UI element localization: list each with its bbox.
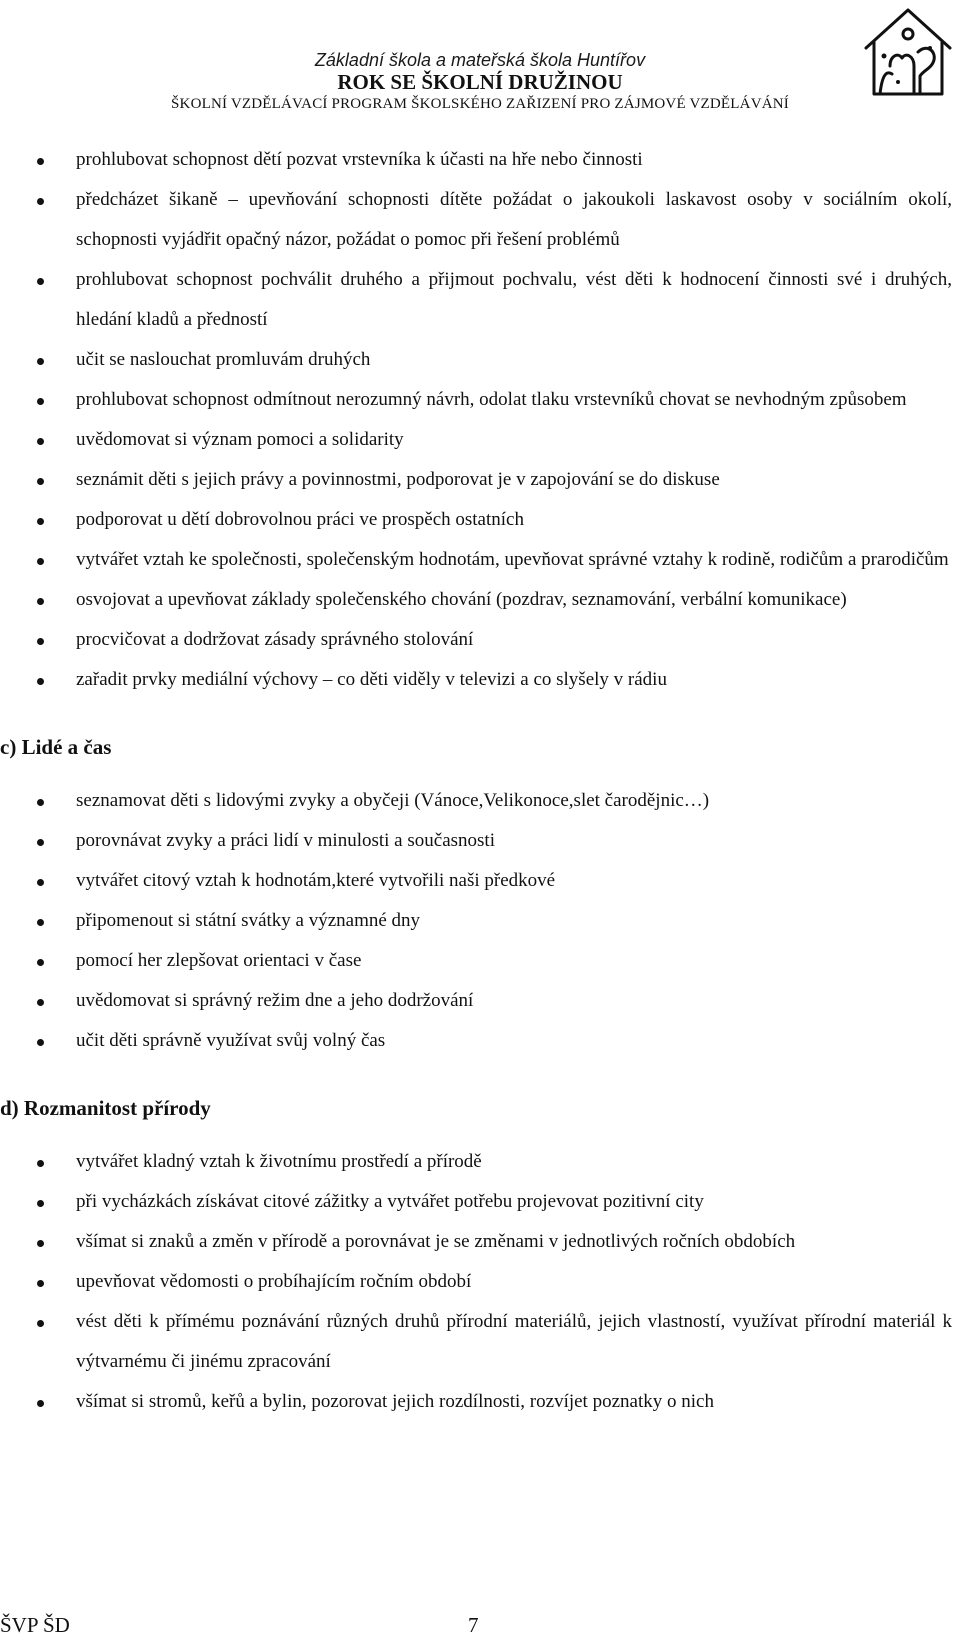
- page-number: 7: [468, 1613, 479, 1637]
- list-item: [0, 260, 960, 340]
- list-item: [0, 380, 960, 420]
- list-item: [0, 540, 960, 580]
- list-item: [0, 821, 960, 861]
- list-item: [0, 1182, 960, 1222]
- list-item-text: všímat si znaků a změn v přírodě a porovnávat je se změnami v jednotlivých ročních obdobích: [76, 1231, 796, 1252]
- bullet-icon: [37, 999, 44, 1006]
- header-subtitle: ŠKOLNÍ VZDĚLÁVACÍ PROGRAM ŠKOLSKÉHO ZAŘIZENÍ PRO ZÁJMOVÉ VZDĚLÁVÁNÍ: [171, 96, 789, 112]
- bullet-icon: [37, 1280, 44, 1287]
- list-item: [0, 781, 960, 821]
- list-item-text: porovnávat zvyky a práci lidí v minulosti a současnosti: [76, 830, 495, 851]
- bullet-icon: [37, 438, 44, 445]
- bullet-icon: [37, 278, 44, 285]
- list-d: [0, 1142, 960, 1422]
- list-item: [0, 420, 960, 460]
- bullet-icon: [37, 398, 44, 405]
- section-heading-d: d) Rozmanitost přírody: [0, 1096, 211, 1120]
- list-item-text: učit děti správně využívat svůj volný čas: [76, 1030, 386, 1051]
- list-b: [0, 140, 960, 700]
- list-item: [0, 1382, 960, 1422]
- list-item: [0, 660, 960, 700]
- list-item: [0, 500, 960, 540]
- list-item-text: prohlubovat schopnost odmítnout nerozumný návrh, odolat tlaku vrstevníků chovat se nevhodným způsobem: [76, 389, 907, 410]
- bullet-icon: [37, 839, 44, 846]
- bullet-icon: [37, 1200, 44, 1207]
- list-item: [0, 1302, 960, 1382]
- list-item: [0, 1262, 960, 1302]
- list-item: [0, 1222, 960, 1262]
- list-item: [0, 180, 960, 260]
- bullet-icon: [37, 1240, 44, 1247]
- list-item-text: všímat si stromů, keřů a bylin, pozorovat jejich rozdílnosti, rozvíjet poznatky o nich: [76, 1391, 714, 1412]
- list-item: [0, 580, 960, 620]
- list-item-text: osvojovat a upevňovat základy společenského chování (pozdrav, seznamování, verbální komunikace): [76, 589, 847, 610]
- bullet-icon: [37, 1160, 44, 1167]
- bullet-icon: [37, 799, 44, 806]
- list-item-text: uvědomovat si význam pomoci a solidarity: [76, 429, 404, 450]
- list-item-text: vytvářet kladný vztah k životnímu prostředí a přírodě: [76, 1151, 482, 1172]
- list-item-text: při vycházkách získávat citové zážitky a vytvářet potřebu projevovat pozitivní city: [76, 1191, 704, 1212]
- list-item-text: připomenout si státní svátky a významné dny: [76, 910, 421, 931]
- list-item: [0, 620, 960, 660]
- page-content: [0, 140, 960, 1422]
- list-item-text: pomocí her zlepšovat orientaci v čase: [76, 950, 362, 971]
- bullet-icon: [37, 358, 44, 365]
- list-item-text: upevňovat vědomosti o probíhajícím ročním období: [76, 1271, 472, 1292]
- bullet-icon: [37, 1320, 44, 1327]
- bullet-icon: [37, 598, 44, 605]
- page-footer: [0, 1612, 960, 1638]
- list-item: [0, 901, 960, 941]
- list-item-text: podporovat u dětí dobrovolnou práci ve prospěch ostatních: [76, 509, 524, 530]
- list-item-text: vytvářet vztah ke společnosti, společenským hodnotám, upevňovat správné vztahy k rodině, rodičům a prarodičům: [76, 549, 949, 570]
- list-item-text: prohlubovat schopnost pochválit druhého a přijmout pochvalu, vést děti k hodnocení činnosti své i druhých, hledání kladů a předností: [76, 269, 952, 330]
- list-item-text: procvičovat a dodržovat zásady správného stolování: [76, 629, 474, 650]
- header-title: ROK SE ŠKOLNÍ DRUŽINOU: [337, 70, 623, 94]
- list-item: [0, 861, 960, 901]
- list-c: [0, 781, 960, 1061]
- bullet-icon: [37, 959, 44, 966]
- bullet-icon: [37, 158, 44, 165]
- list-item: [0, 460, 960, 500]
- footer-label: ŠVP ŠD: [0, 1613, 70, 1637]
- list-item-text: prohlubovat schopnost dětí pozvat vrstevníka k účasti na hře nebo činnosti: [76, 149, 643, 170]
- list-item: [0, 981, 960, 1021]
- section-heading-c: c) Lidé a čas: [0, 735, 112, 759]
- list-item: [0, 340, 960, 380]
- list-item-text: seznamovat děti s lidovými zvyky a obyčeji (Vánoce,Velikonoce,slet čarodějnic…): [76, 790, 710, 811]
- bullet-icon: [37, 678, 44, 685]
- list-item-text: předcházet šikaně – upevňování schopnosti dítěte požádat o jakoukoli laskavost osoby v sociálním okolí, schopnosti vyjádřit opačný názor, požádat o pomoc při řešení problémů: [76, 189, 952, 250]
- list-item-text: seznámit děti s jejich právy a povinnostmi, podporovat je v zapojování se do diskuse: [76, 469, 720, 490]
- bullet-icon: [37, 478, 44, 485]
- bullet-icon: [37, 879, 44, 886]
- bullet-icon: [37, 1400, 44, 1407]
- list-item-text: vést děti k přímému poznávání různých druhů přírodní materiálů, jejich vlastností, využívat přírodní materiál k výtvarnému či jinému zpracování: [76, 1311, 952, 1372]
- bullet-icon: [37, 1039, 44, 1046]
- list-item: [0, 1142, 960, 1182]
- bullet-icon: [37, 518, 44, 525]
- page-header: [0, 0, 960, 110]
- list-item: [0, 941, 960, 981]
- bullet-icon: [37, 558, 44, 565]
- list-item-text: zařadit prvky mediální výchovy – co děti viděly v televizi a co slyšely v rádiu: [76, 669, 667, 690]
- list-item-text: učit se naslouchat promluvám druhých: [76, 349, 371, 370]
- bullet-icon: [37, 919, 44, 926]
- list-item-text: uvědomovat si správný režim dne a jeho dodržování: [76, 990, 474, 1011]
- list-item: [0, 140, 960, 180]
- bullet-icon: [37, 198, 44, 205]
- school-building-logo-icon: [860, 4, 956, 100]
- bullet-icon: [37, 638, 44, 645]
- school-name: Základní škola a mateřská škola Huntířov: [314, 50, 646, 70]
- list-item-text: vytvářet citový vztah k hodnotám,které vytvořili naši předkové: [76, 870, 556, 891]
- list-item: [0, 1021, 960, 1061]
